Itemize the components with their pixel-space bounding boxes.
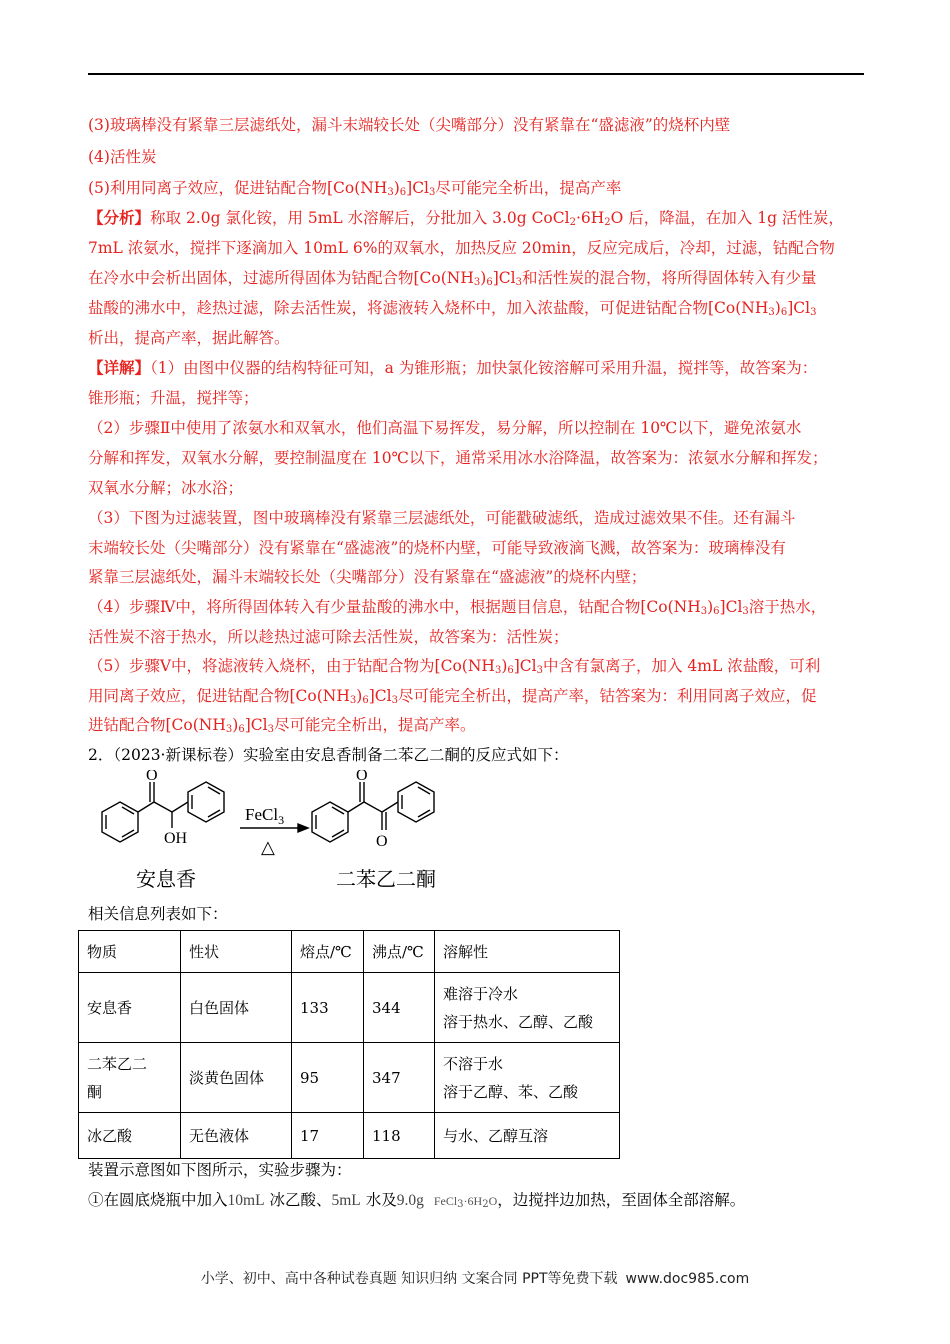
answer-3: (3)玻璃棒没有紧靠三层滤纸处，漏斗末端较长处（尖嘴部分）没有紧靠在“盛滤液”的烧杯内壁	[88, 116, 731, 134]
detail-line-2: 锥形瓶；升温，搅拌等；	[88, 389, 259, 407]
detail-line-4: 分解和挥发，双氧水分解，要控制温度在 10℃以下，通常采用冰水浴降温，故答案为：浓氨水分解和挥发；	[88, 449, 828, 467]
analysis-line-1: 【分析】称取 2.0g 氯化铵，用 5mL 水溶解后，分批加入 3.0g $CoCl_2\cdot 6H_2O$ 后，降温，在加入 1g 活性炭，	[88, 208, 844, 228]
header-cell: 沸点/℃	[364, 931, 435, 973]
cell-name: 安息香	[79, 973, 181, 1043]
cell-mp: 95	[292, 1043, 364, 1113]
detail-line-7: 末端较长处（尖嘴部分）没有紧靠在“盛滤液”的烧杯内壁，可能导致液滴飞溅，故答案为：玻璃棒没有	[88, 539, 786, 557]
answer-5: (5)利用同离子效应，促进钴配合物$[Co(NH_3)_6]Cl_3$尽可能完全析出，提高产率	[88, 179, 622, 198]
properties-table	[78, 930, 620, 1159]
analysis-line-5: 析出，提高产率，据此解答。	[88, 329, 290, 347]
header-cell: 性状	[181, 931, 292, 973]
reaction-scheme	[80, 770, 470, 895]
cell-state: 白色固体	[181, 973, 292, 1043]
cell-state: 淡黄色固体	[181, 1043, 292, 1113]
detail-line-3: （2）步骤Ⅱ中使用了浓氨水和双氧水，他们高温下易挥发，易分解，所以控制在 10℃以下，避免浓氨水	[88, 419, 802, 437]
cell-bp: 118	[364, 1113, 435, 1159]
product-name: 二苯乙二酮	[336, 867, 436, 891]
detail-line-9: （4）步骤Ⅳ中，将所得固体转入有少量盐酸的沸水中，根据题目信息，钴配合物$[Co(NH_3)_6]Cl_3$溶于热水，	[88, 598, 827, 617]
detail-line-11: （5）步骤Ⅴ中，将滤液转入烧杯，由于钴配合物为$[Co(NH_3)_6]Cl_3$中含有氯离子，加入 4mL 浓盐酸，可利	[88, 657, 821, 676]
benzil-ring-right	[398, 782, 434, 822]
table-header-row	[79, 931, 620, 973]
footer	[0, 1268, 950, 1288]
benzil-o-bottom: O	[376, 833, 388, 850]
detail-line-13: 进钴配合物$[Co(NH_3)_6]Cl_3$尽可能完全析出，提高产率。	[88, 716, 476, 735]
header-cell: 溶解性	[435, 931, 620, 973]
detail-line-12: 用同离子效应，促进钴配合物$[Co(NH_3)_6]Cl_3$尽可能完全析出，提高产率，钴答案为：利用同离子效应，促	[88, 687, 817, 706]
step-1: ①在圆底烧瓶中加入10mL 冰乙酸、5mL 水及9.0g $FeCl_3\cdot 6H_2O$，边搅拌边加热，至固体全部溶解。	[88, 1191, 746, 1210]
detail-line-8: 紧靠三层滤纸处，漏斗末端较长处（尖嘴部分）没有紧靠在“盛滤液”的烧杯内壁；	[88, 568, 647, 586]
header-cell: 物质	[79, 931, 181, 973]
analysis-line-2: 7mL 浓氨水，搅拌下逐滴加入 10mL 6%的双氧水，加热反应 20min，反应完成后，冷却，过滤，钴配合物	[88, 239, 835, 257]
benzoin-oh: OH	[164, 830, 188, 847]
cell-bp: 344	[364, 973, 435, 1043]
header-cell: 熔点/℃	[292, 931, 364, 973]
table-row	[79, 973, 620, 1043]
table-row	[79, 1113, 620, 1159]
benzil-o-top: O	[356, 770, 368, 784]
cell-mp: 133	[292, 973, 364, 1043]
detail-line-1: 【详解】（1）由图中仪器的结构特征可知，a 为锥形瓶；加快氯化铵溶解可采用升温，搅拌等，故答案为：	[88, 358, 818, 377]
table-intro: 相关信息列表如下：	[88, 905, 228, 923]
detail-line-5: 双氧水分解；冰水浴；	[88, 479, 244, 497]
arrow-head	[298, 824, 308, 832]
cell-bp: 347	[364, 1043, 435, 1113]
cell-mp: 17	[292, 1113, 364, 1159]
table-row	[79, 1043, 620, 1113]
benzoin-ring-right	[188, 782, 224, 822]
bond	[172, 802, 188, 812]
bond	[154, 802, 172, 812]
cell-state: 无色液体	[181, 1113, 292, 1159]
cell-name: 冰乙酸	[79, 1113, 181, 1159]
cell-solubility: 与水、乙醇互溶	[435, 1113, 620, 1159]
analysis-line-4: 盐酸的沸水中，趁热过滤，除去活性炭，将滤液转入烧杯中，加入浓盐酸，可促进钴配合物$[Co(NH_3)_6]Cl_3$	[88, 299, 817, 318]
cell-solubility: 不溶于水 溶于乙醇、苯、乙酸	[435, 1043, 620, 1113]
delta-symbol: △	[261, 837, 275, 858]
analysis-line-3: 在冷水中会析出固体，过滤所得固体为钴配合物$[Co(NH_3)_6]Cl_3$和活性炭的混合物，将所得固体转入有少量	[88, 269, 817, 288]
reactant-name: 安息香	[136, 867, 196, 891]
cell-solubility: 难溶于冷水 溶于热水、乙醇、乙酸	[435, 973, 620, 1043]
benzil-ring-left	[312, 802, 348, 842]
bond	[138, 802, 154, 812]
apparatus-intro: 装置示意图如下图所示，实验步骤为：	[88, 1161, 352, 1179]
benzoin-ring-left	[102, 802, 138, 842]
cell-name: 二苯乙二 酮	[79, 1043, 181, 1113]
detail-line-6: （3）下图为过滤装置，图中玻璃棒没有紧靠三层滤纸处，可能戳破滤纸，造成过滤效果不佳。还有漏斗	[88, 509, 796, 527]
footer-url[interactable]: www.doc985.com	[625, 1271, 750, 1287]
answer-4: (4)活性炭	[88, 148, 157, 166]
reagent-label: FeCl$_3$	[245, 805, 285, 827]
benzoin-o: O	[146, 770, 158, 784]
question-stem: 2．（2023·新课标卷）实验室由安息香制备二苯乙二酮的反应式如下：	[88, 746, 569, 764]
detail-line-10: 活性炭不溶于热水，所以趁热过滤可除去活性炭，故答案为：活性炭；	[88, 628, 569, 646]
footer-text: 小学、初中、高中各种试卷真题 知识归纳 文案合同 PPT等免费下载	[200, 1271, 618, 1287]
header-rule	[88, 73, 864, 75]
